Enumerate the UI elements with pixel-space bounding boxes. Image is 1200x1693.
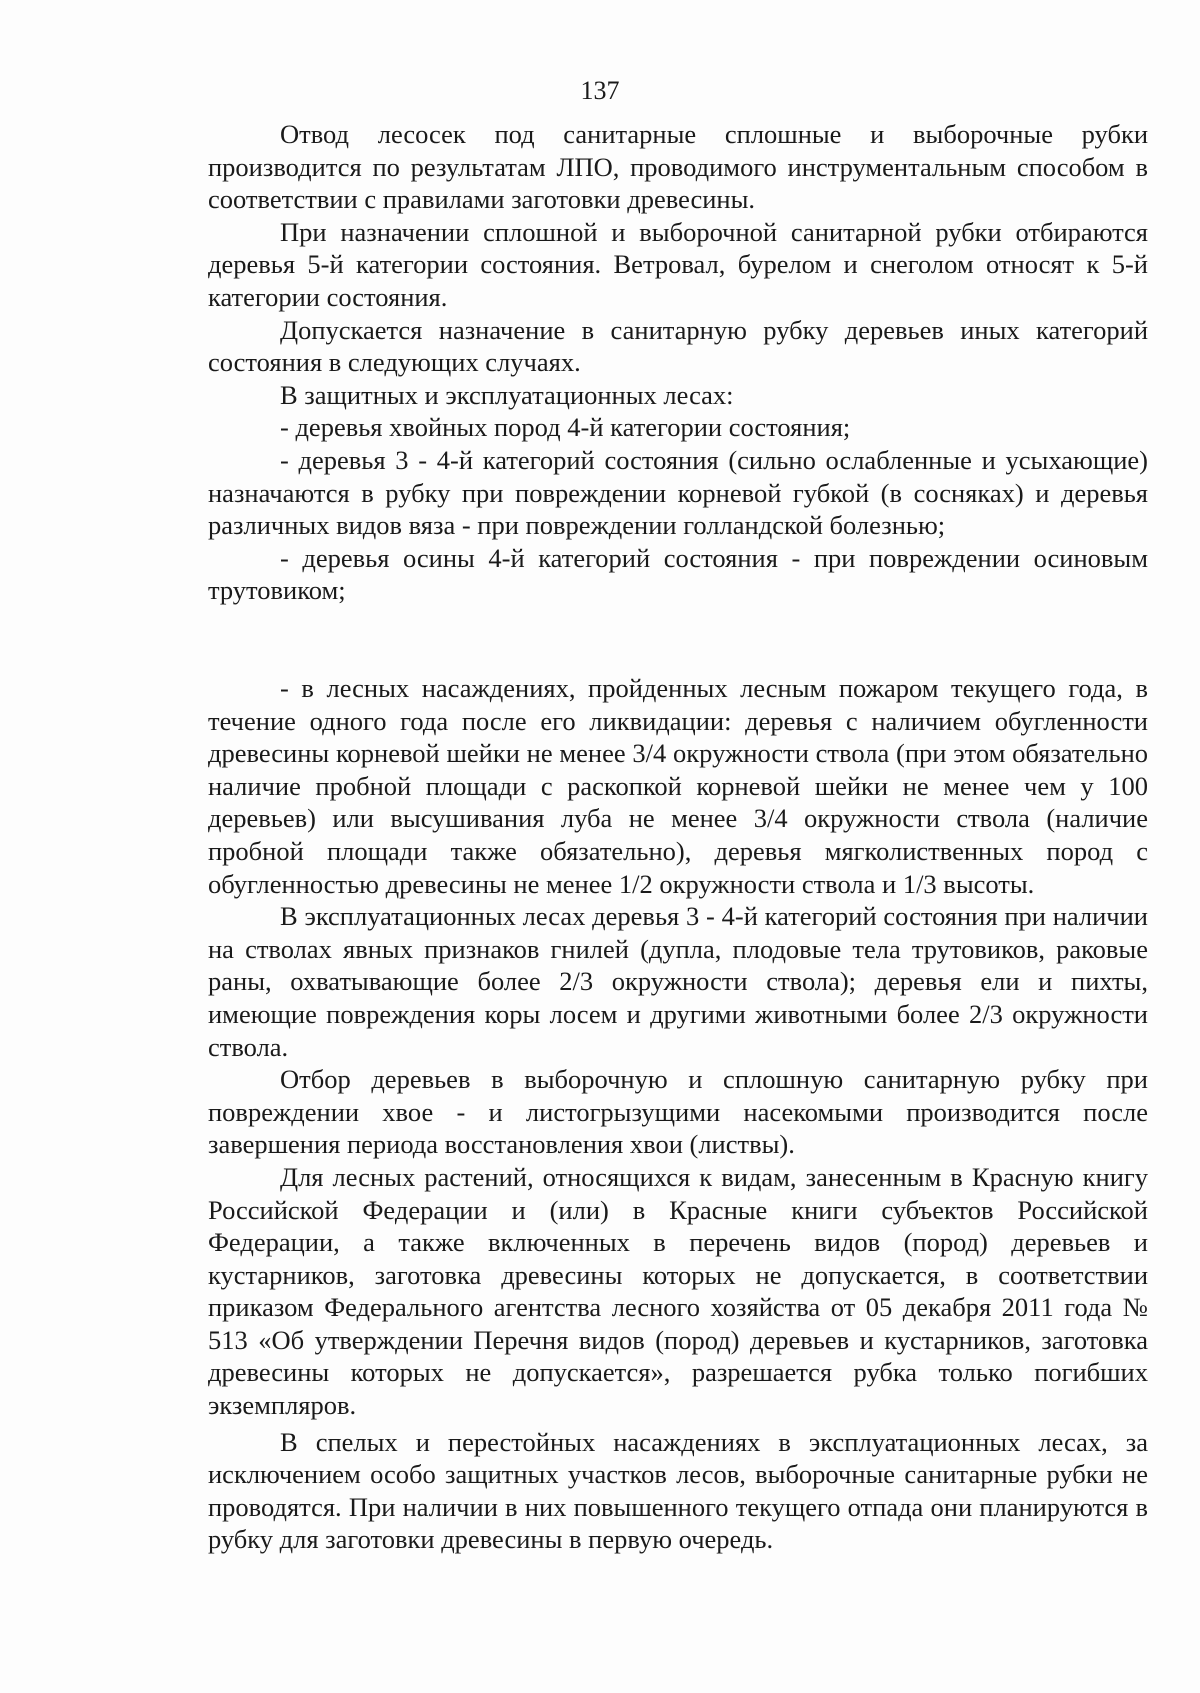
text-block-top xyxy=(208,118,1148,607)
list-item: - в лесных насаждениях, пройденных лесным пожаром текущего года, в течение одного года после его ликвидации: деревья с наличием обугленности древесины корневой шейки не менее 3/4 окружности ствола (при этом обязательно наличие пробной площади с раскопкой корневой шейки не менее чем у 100 деревьев) или высушивания луба не менее 3/4 окружности ствола (наличие пробной площади также обязательно), деревья мягколиственных пород с обугленностью древесины не менее 1/2 окружности ствола и 1/3 высоты. xyxy=(208,673,1148,899)
paragraph: В защитных и эксплуатационных лесах: xyxy=(280,379,734,410)
paragraph: В спелых и перестойных насаждениях в эксплуатационных лесах, за исключением особо защитных участков лесов, выборочные санитарные рубки не проводятся. При наличии в них повышенного текущего отпада они планируются в рубку для заготовки древесины в первую очередь. xyxy=(208,1426,1148,1555)
paragraph: В эксплуатационных лесах деревья 3 - 4-й категорий состояния при наличии на стволах явных признаков гнилей (дупла, плодовые тела трутовиков, раковые раны, охватывающие более 2/3 окружности ствола); деревья ели и пихты, имеющие повреждения коры лосем и другими животными более 2/3 окружности ствола. xyxy=(208,901,1148,1062)
paragraph: Для лесных растений, относящихся к видам, занесенным в Красную книгу Российской Федерации и (или) в Красные книги субъектов Российской Федерации, а также включенных в перечень видов (пород) деревьев и кустарников, заготовка древесины которых не допускается, в соответствии приказом Федерального агентства лесного хозяйства от 05 декабря 2011 года № 513 «Об утверждении Перечня видов (пород) деревьев и кустарников, заготовка древесины которых не допускается», разрешается рубка только погибших экземпляров. xyxy=(208,1161,1148,1421)
paragraph: Отбор деревьев в выборочную и сплошную санитарную рубку при повреждении хвое - и листогрызущими насекомыми производится после завершения периода восстановления хвои (листвы). xyxy=(208,1064,1148,1160)
text-block-bottom xyxy=(208,672,1148,1556)
paragraph: Допускается назначение в санитарную рубку деревьев иных категорий состояния в следующих случаях. xyxy=(208,314,1148,378)
page-number: 137 xyxy=(580,76,620,105)
list-item: - деревья хвойных пород 4-й категории состояния; xyxy=(280,412,851,443)
list-item: - деревья 3 - 4-й категорий состояния (сильно ослабленные и усыхающие) назначаются в рубку при повреждении корневой губкой (в сосняках) и деревья различных видов вяза - при повреждении голландской болезнью; xyxy=(208,444,1148,541)
paragraph: При назначении сплошной и выборочной санитарной рубки отбираются деревья 5-й категории состояния. Ветровал, бурелом и снеголом относят к 5-й категории состояния. xyxy=(208,216,1148,312)
paragraph: Отвод лесосек под санитарные сплошные и выборочные рубки производится по результатам ЛПО, проводимого инструментальным способом в соответствии с правилами заготовки древесины. xyxy=(208,119,1148,215)
list-item: - деревья осины 4-й категорий состояния - при повреждении осиновым трутовиком; xyxy=(208,542,1148,606)
